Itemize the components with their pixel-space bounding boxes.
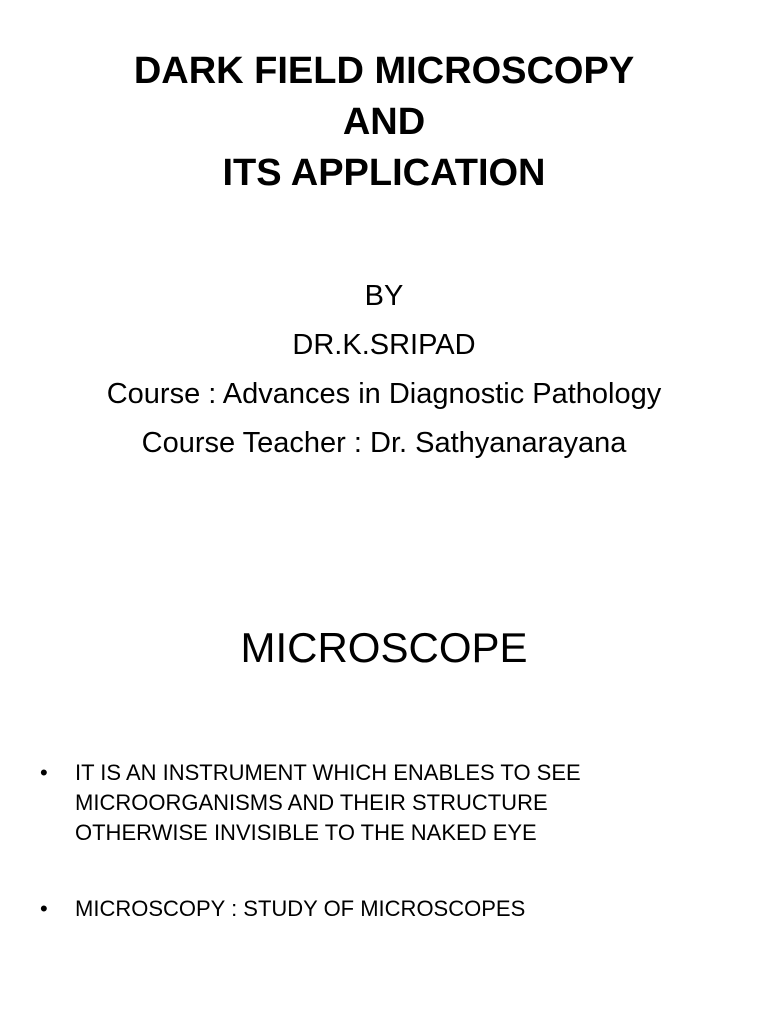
title-line: ITS APPLICATION [222,152,546,194]
bullet-icon: • [40,896,48,921]
bullet-text-line: MICROSCOPY : STUDY OF MICROSCOPES [75,896,526,921]
bullet-text-line: IT IS AN INSTRUMENT WHICH ENABLES TO SEE [75,760,581,785]
bullet-text-line: OTHERWISE INVISIBLE TO THE NAKED EYE [75,820,537,845]
title-line: AND [342,101,426,143]
slide-title [0,46,768,199]
course-name: Course : Advances in Diagnostic Pathology [106,378,662,410]
title-line: DARK FIELD MICROSCOPY [133,50,635,92]
author-name: DR.K.SRIPAD [292,329,476,361]
bullet-list [40,758,740,970]
content-slide [0,600,768,1024]
bullet-item [40,758,740,848]
course-teacher: Course Teacher : Dr. Sathyanarayana [141,427,627,459]
bullet-item [40,894,740,924]
bullet-text-line: MICROORGANISMS AND THEIR STRUCTURE [75,790,548,815]
slide-subtitle [0,272,768,468]
bullet-icon: • [40,760,48,785]
byline-label: BY [364,280,404,312]
slide-heading: MICROSCOPE [240,624,528,671]
